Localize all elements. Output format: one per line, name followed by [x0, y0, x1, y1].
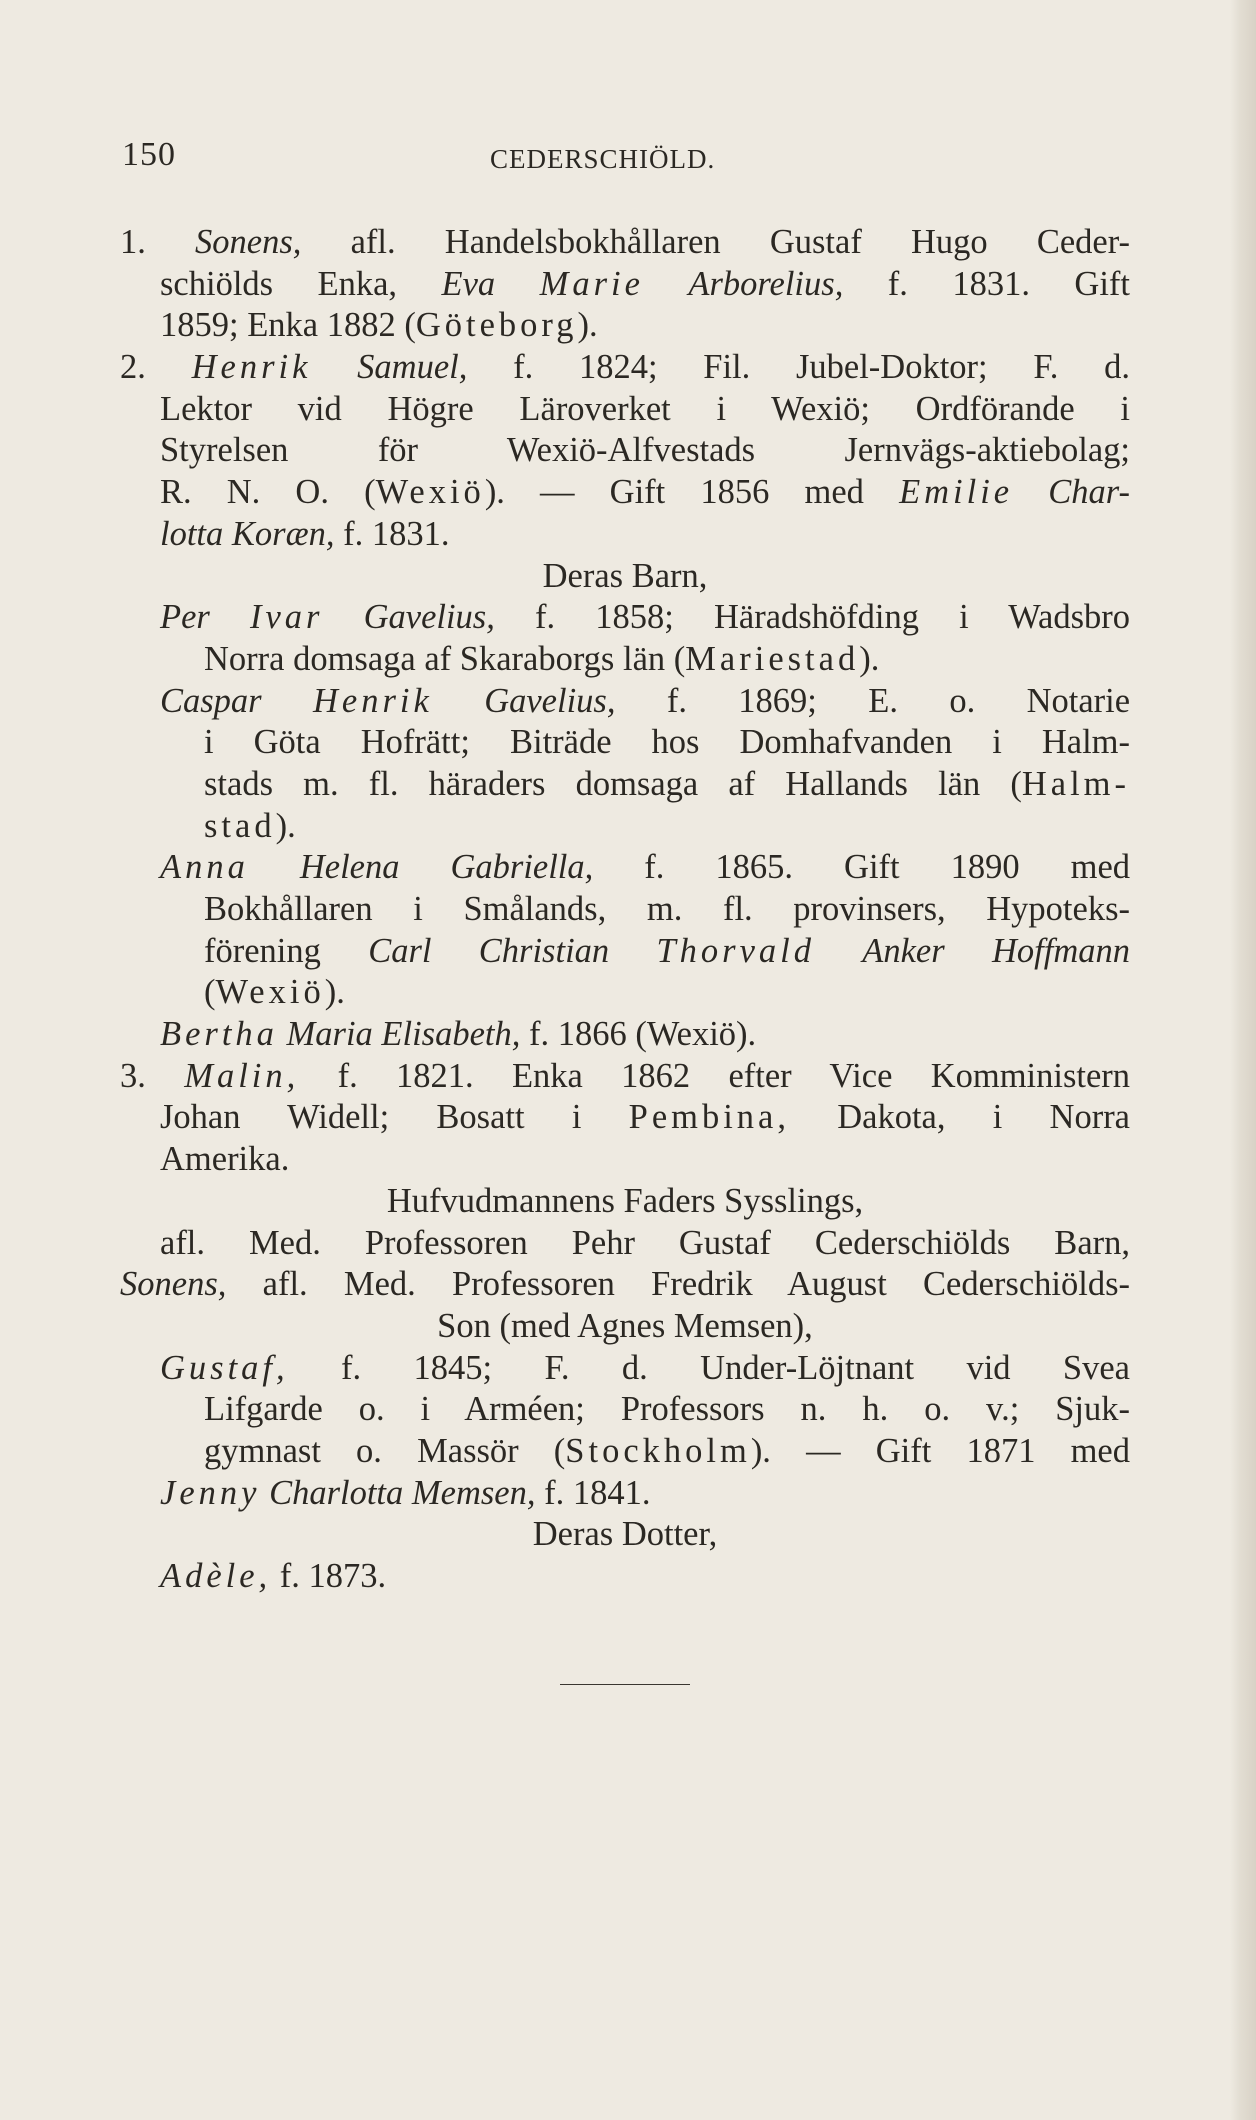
page-edge-shadow	[1230, 0, 1256, 2120]
text-line: förening Carl Christian Thorvald Anker Hoffmann	[204, 931, 1130, 970]
section-heading: Deras Dotter,	[532, 1515, 718, 1554]
text-line: Jenny Charlotta Memsen, f. 1841.	[160, 1473, 651, 1512]
text-line: schiölds Enka, Eva Marie Arborelius, f. 1831. Gift	[160, 264, 1130, 303]
text-line: stad).	[204, 806, 296, 845]
text-line: i Göta Hofrätt; Biträde hos Domhafvanden i Halm-	[204, 723, 1130, 762]
text-line: gymnast o. Massör (Stockholm). — Gift 1871 med	[204, 1431, 1130, 1470]
text-line: Sonens, afl. Med. Professoren Fredrik August Cederschiölds-	[120, 1265, 1130, 1304]
running-head: CEDERSCHIÖLD.	[490, 144, 716, 174]
text-line: Johan Widell; Bosatt i Pembina, Dakota, i Norra	[160, 1098, 1130, 1137]
text-line: Per Ivar Gavelius, f. 1858; Häradshöfding i Wadsbro	[160, 598, 1130, 637]
text-line: 2. Henrik Samuel, f. 1824; Fil. Jubel-Doktor; F. d.	[120, 348, 1130, 387]
text-line: 1. Sonens, afl. Handelsbokhållaren Gustaf Hugo Ceder-	[120, 223, 1130, 261]
text-line: lotta Koræn, f. 1831.	[160, 514, 450, 553]
text-line: 3. Malin, f. 1821. Enka 1862 efter Vice Komministern	[120, 1056, 1130, 1095]
text-line: Caspar Henrik Gavelius, f. 1869; E. o. Notarie	[160, 681, 1130, 720]
text-line: Styrelsen för Wexiö-Alfvestads Jernvägs-aktiebolag;	[160, 431, 1130, 470]
text-line: Lifgarde o. i Arméen; Professors n. h. o. v.; Sjuk-	[204, 1390, 1130, 1429]
text-line: Amerika.	[160, 1140, 290, 1179]
text-line: stads m. fl. häraders domsaga af Hallands län (Halm-	[204, 764, 1130, 803]
section-heading: Son (med Agnes Memsen),	[437, 1306, 813, 1345]
page-header	[122, 136, 1032, 186]
text-line: Lektor vid Högre Läroverket i Wexiö; Ordförande i	[160, 389, 1130, 428]
text-line: Gustaf, f. 1845; F. d. Under-Löjtnant vid Svea	[160, 1348, 1130, 1387]
end-rule	[560, 1684, 690, 1685]
text-line: Bertha Maria Elisabeth, f. 1866 (Wexiö).	[160, 1015, 757, 1054]
text-line: Bokhållaren i Smålands, m. fl. provinsers, Hypoteks-	[204, 890, 1130, 928]
text-line: (Wexiö).	[204, 973, 345, 1012]
text-line: Adèle, f. 1873.	[160, 1557, 387, 1595]
text-line: 1859; Enka 1882 (Göteborg).	[160, 306, 598, 345]
text-line: Anna Helena Gabriella, f. 1865. Gift 1890 med	[160, 848, 1130, 887]
text-line: Norra domsaga af Skaraborgs län (Mariestad).	[204, 639, 880, 678]
section-heading: Deras Barn,	[542, 556, 708, 595]
section-heading: Hufvudmannens Faders Sysslings,	[386, 1181, 864, 1220]
text-line: afl. Med. Professoren Pehr Gustaf Cederschiölds Barn,	[160, 1223, 1130, 1262]
text-line: R. N. O. (Wexiö). — Gift 1856 med Emilie Char-	[160, 473, 1130, 512]
genealogy-text	[120, 222, 1130, 1598]
page-number: 150	[122, 136, 176, 173]
